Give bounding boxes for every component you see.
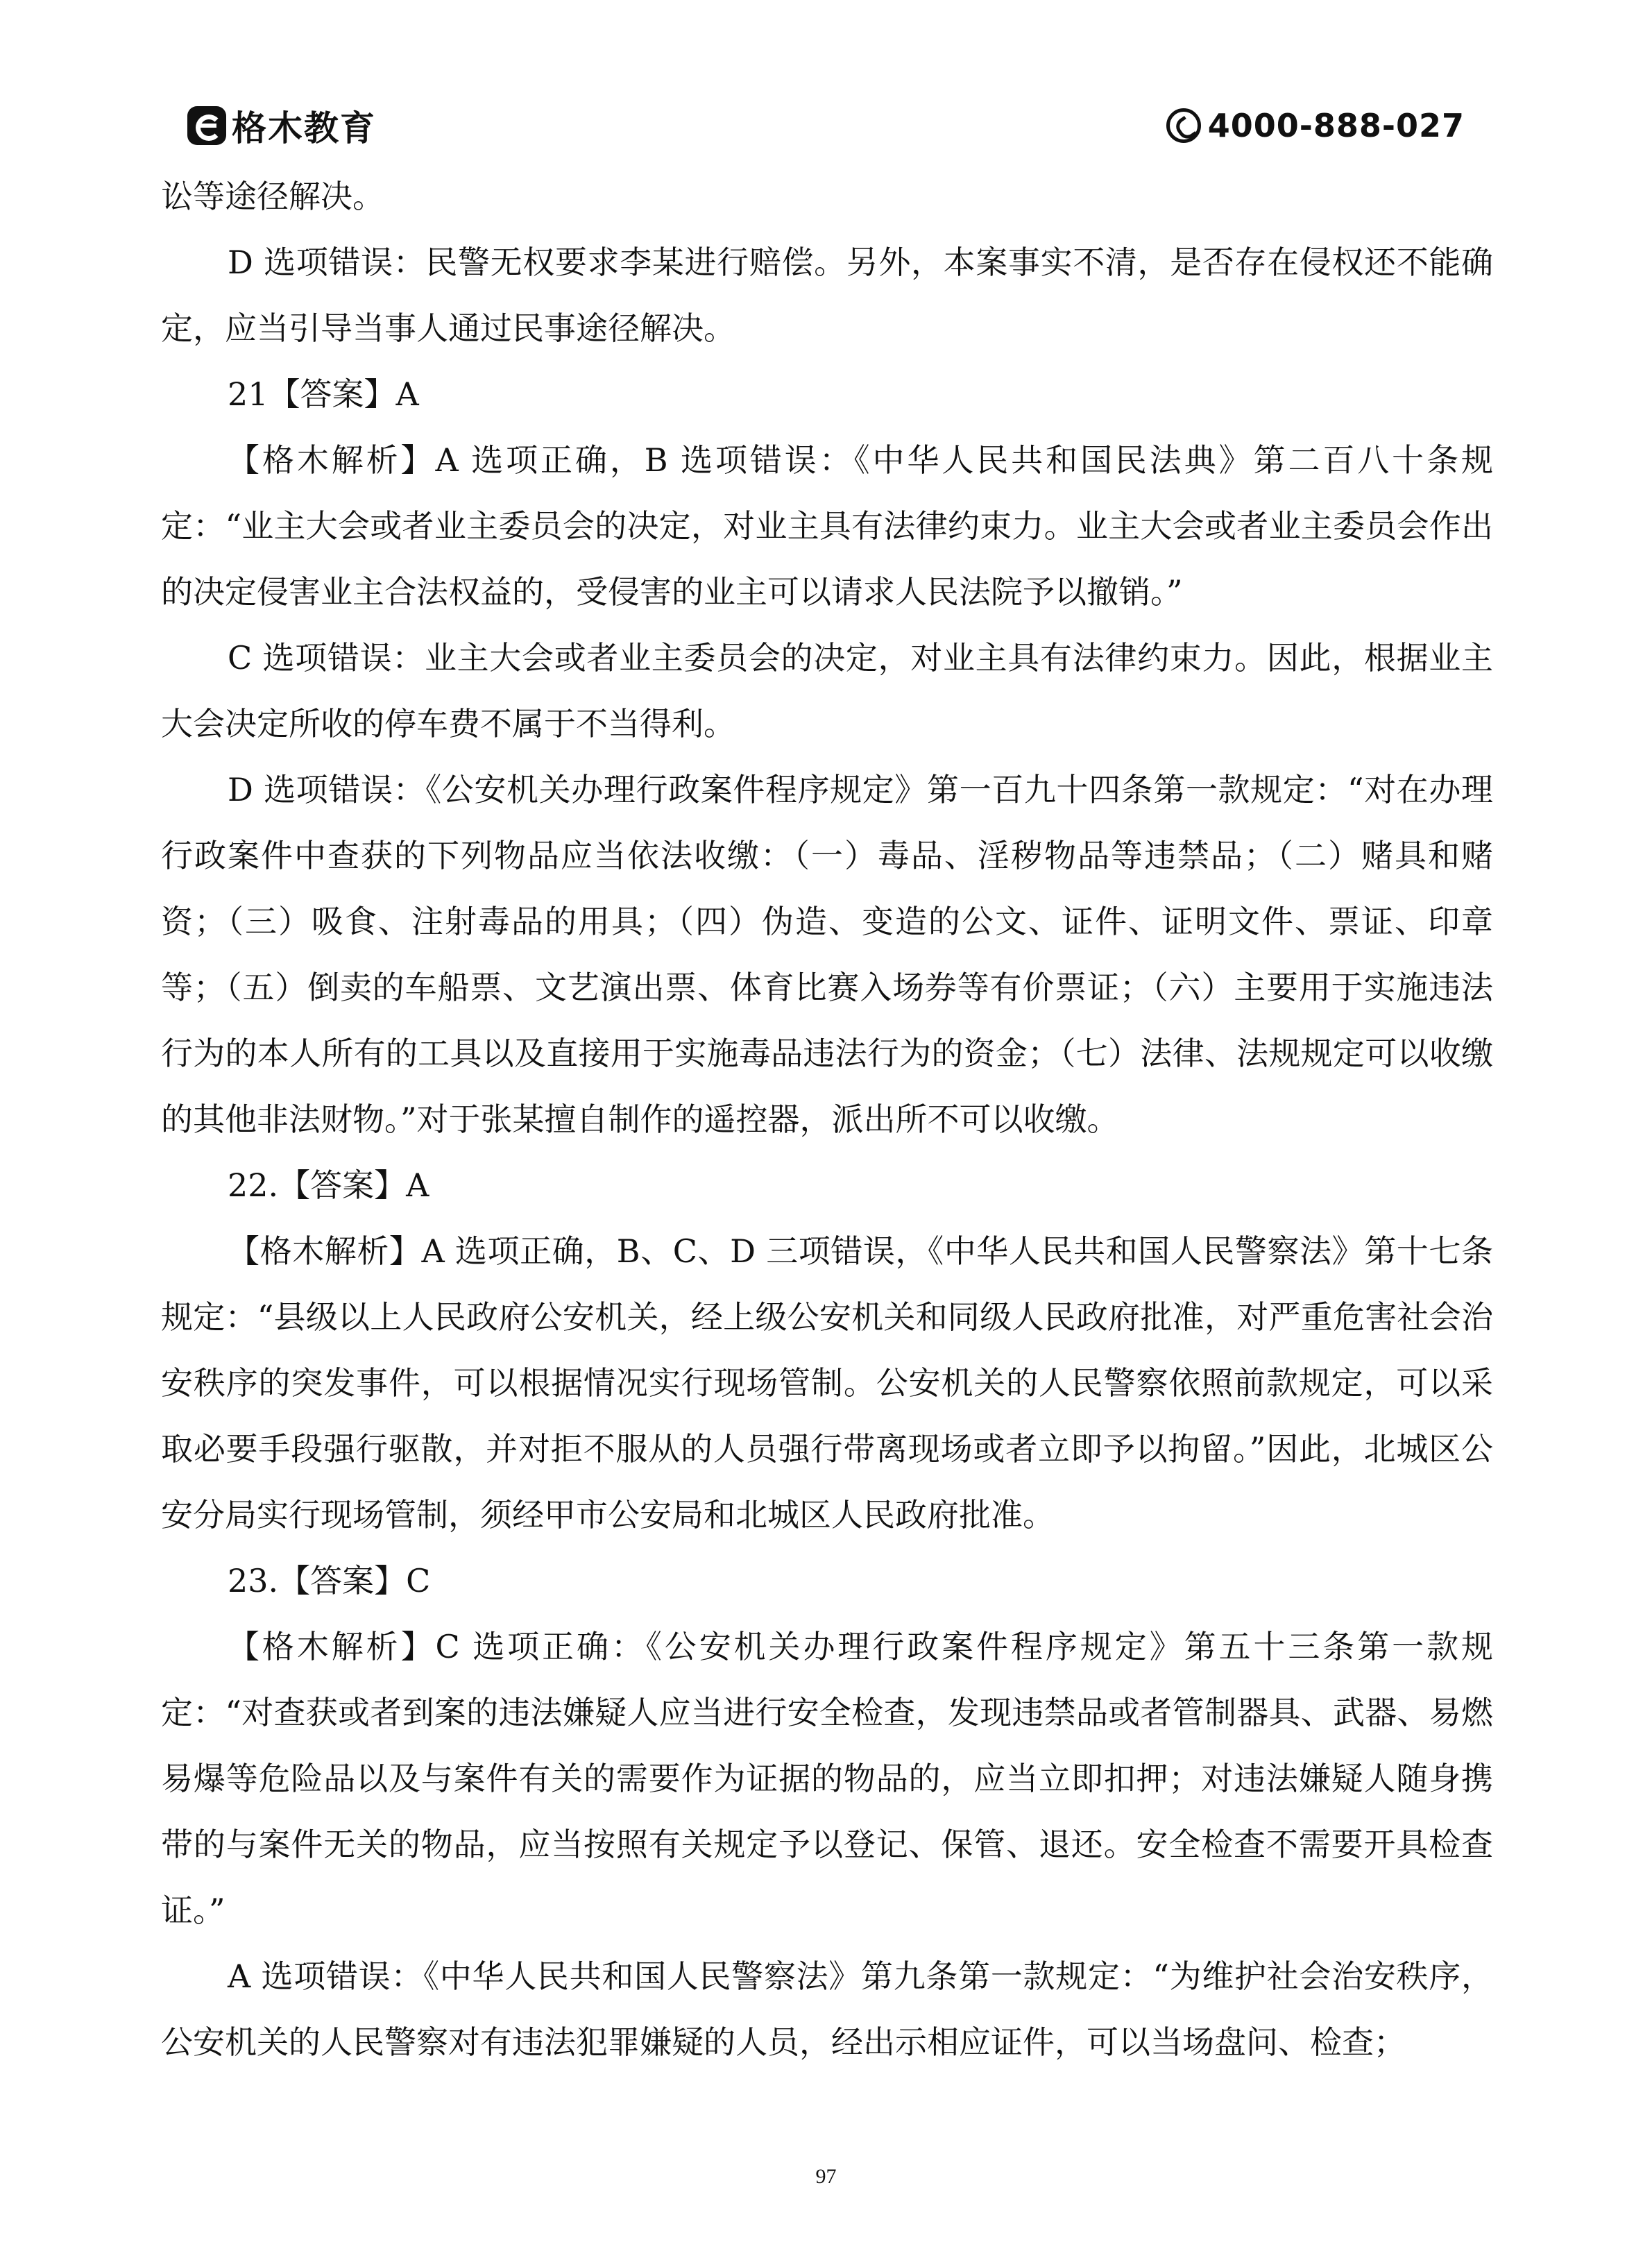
brand-logo — [187, 103, 376, 148]
paragraph-option-d-q20: D 选项错误：民警无权要求李某进行赔偿。另外，本案事实不清，是否存在侵权还不能确定，应当引导当事人通过民事途径解决。 — [161, 244, 1493, 347]
page-number: 97 — [815, 2165, 837, 2188]
paragraph-option-a-q23: A 选项错误：《中华人民共和国人民警察法》第九条第一款规定：“为维护社会治安秩序，公安机关的人民警察对有违法犯罪嫌疑的人员，经出示相应证件，可以当场盘问、检查； — [161, 1957, 1493, 2061]
phone-icon — [1166, 108, 1201, 143]
page-header — [187, 103, 1465, 151]
answer-heading-22: 22.【答案】A — [228, 1166, 429, 1204]
paragraph-option-d-q21: D 选项错误：《公安机关办理行政案件程序规定》第一百九十四条第一款规定：“对在办理行政案件中查获的下列物品应当依法收缴：（一）毒品、淫秽物品等违禁品；（二）赌具和赌资；（三）吸食、注射毒品的用具；（四）伪造、变造的公文、证件、证明文件、票证、印章等；（五）倒卖的车船票、文艺演出票、体育比赛入场券等有价票证；（六）主要用于实施违法行为的本人所有的工具以及直接用于实施毒品违法行为的资金；（七）法律、法规规定可以收缴的其他非法财物。”对于张某擅自制作的遥控器，派出所不可以收缴。 — [161, 771, 1493, 1138]
analysis-23: 【格木解析】C 选项正确：《公安机关办理行政案件程序规定》第五十三条第一款规定：“对查获或者到案的违法嫌疑人应当进行安全检查，发现违禁品或者管制器具、武器、易燃易爆等危险品以及与案件有关的需要作为证据的物品的，应当立即扣押；对违法嫌疑人随身携带的与案件无关的物品，应当按照有关规定予以登记、保管、退还。安全检查不需要开具检查证。” — [161, 1628, 1493, 1929]
answer-heading-21: 21【答案】A — [228, 375, 419, 413]
hotline — [1166, 103, 1465, 148]
document-body — [161, 164, 1493, 2075]
paragraph-option-c-q21: C 选项错误：业主大会或者业主委员会的决定，对业主具有法律约束力。因此，根据业主大会决定所收的停车费不属于不当得利。 — [161, 639, 1493, 742]
brand-name: 格木教育 — [232, 108, 376, 148]
paragraph-continuation: 讼等途径解决。 — [161, 178, 384, 215]
analysis-22: 【格木解析】A 选项正确，B、C、D 三项错误，《中华人民共和国人民警察法》第十七条规定：“县级以上人民政府公安机关，经上级公安机关和同级人民政府批准，对严重危害社会治安秩序的突发事件，可以根据情况实行现场管制。公安机关的人民警察依照前款规定，可以采取必要手段强行驱散，并对拒不服从的人员强行带离现场或者立即予以拘留。”因此，北城区公安分局实行现场管制，须经甲市公安局和北城区人民政府批准。 — [161, 1232, 1493, 1534]
analysis-21: 【格木解析】A 选项正确，B 选项错误：《中华人民共和国民法典》第二百八十条规定：“业主大会或者业主委员会的决定，对业主具有法律约束力。业主大会或者业主委员会作出的决定侵害业主合法权益的，受侵害的业主可以请求人民法院予以撤销。” — [161, 441, 1493, 611]
hotline-number: 4000-888-027 — [1207, 107, 1465, 144]
answer-heading-23: 23.【答案】C — [228, 1562, 431, 1599]
brand-logo-icon — [187, 106, 226, 145]
